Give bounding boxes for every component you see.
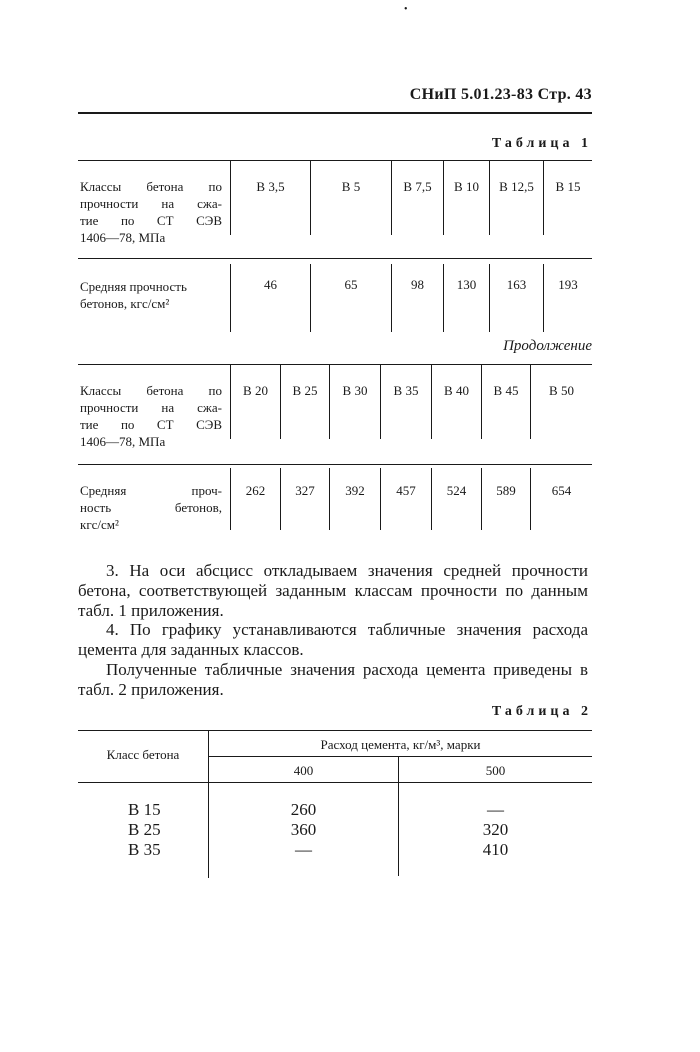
label-line: кгс/см² <box>80 517 119 532</box>
label-line: тие по СТ СЭВ <box>80 417 222 432</box>
label-line: тие по СТ СЭВ <box>80 213 222 228</box>
t1-vline <box>489 264 490 332</box>
t1-class-cell: В 3,5 <box>256 179 285 194</box>
paragraph-4: 4. По графику устанавливаются табличные значения расхода цемента для заданных классов. <box>78 620 588 659</box>
label-line: Средняя проч- <box>80 483 222 498</box>
running-header: СНиП 5.01.23-83 Стр. 43 <box>409 86 592 103</box>
table-row: В 35 <box>128 840 161 859</box>
t1-vline <box>391 160 392 235</box>
t1-vline <box>543 264 544 332</box>
t1-class-cell: В 10 <box>454 179 479 194</box>
t1b-vline <box>329 364 330 439</box>
table1-title: Таблица 1 <box>491 136 592 151</box>
t1b-class-cell: В 30 <box>342 383 368 398</box>
t1-class-cell: В 12,5 <box>499 179 534 194</box>
t1b-class-cell: В 50 <box>549 383 574 398</box>
t2-header-bottom-rule <box>78 782 592 783</box>
t1-vline <box>543 160 544 235</box>
t1-strength-cell: 46 <box>264 277 277 292</box>
t1b-strength-cell: 654 <box>551 483 572 498</box>
table-row: В 15 <box>128 800 161 819</box>
label-line: прочности на сжа- <box>80 196 222 211</box>
t2-header-group: Расход цемента, кг/м³, марки <box>320 737 481 752</box>
t2-top-rule <box>78 730 592 731</box>
t1b-vline <box>280 364 281 439</box>
table-row: В 25 <box>128 820 161 839</box>
label-line: бетонов, кгс/см² <box>80 296 170 311</box>
t2-class-column <box>128 800 161 860</box>
label-line: прочности на сжа- <box>80 400 222 415</box>
table-cell: 260 <box>290 800 317 819</box>
t1-vline <box>443 160 444 235</box>
header-rule <box>78 112 592 114</box>
t1-vline <box>391 264 392 332</box>
t1-class-cell: В 5 <box>341 179 361 194</box>
t1b-vline <box>481 468 482 530</box>
t1-vline <box>230 264 231 332</box>
t1-vline <box>489 160 490 235</box>
t1b-strength-cell: 262 <box>245 483 266 498</box>
t1-class-cell: В 15 <box>555 179 581 194</box>
t1b-vline <box>280 468 281 530</box>
t1b-class-cell: В 40 <box>444 383 469 398</box>
t1-strength-cell: 130 <box>456 277 477 292</box>
t1b-strength-cell: 327 <box>295 483 315 498</box>
t1-strength-cell: 193 <box>558 277 578 292</box>
t1b-mid-rule <box>78 464 592 465</box>
table-cell: 410 <box>482 840 509 859</box>
label-line: Классы бетона по <box>80 383 222 398</box>
label-line: 1406—78, МПа <box>80 434 166 449</box>
t1b-class-cell: В 35 <box>393 383 419 398</box>
label-line: Классы бетона по <box>80 179 222 194</box>
t1-vline <box>230 160 231 235</box>
t1-vline <box>310 264 311 332</box>
t1b-strength-cell: 524 <box>446 483 467 498</box>
stray-mark: • <box>404 4 408 15</box>
t1-vline <box>310 160 311 235</box>
t1b-top-rule <box>78 364 592 365</box>
t1-row-label-classes <box>80 178 222 246</box>
t2-500-column <box>399 800 592 860</box>
t1b-vline <box>431 364 432 439</box>
t1-strength-cell: 65 <box>344 277 358 292</box>
table1-top-rule <box>78 160 592 161</box>
t1b-vline <box>329 468 330 530</box>
t1b-row-label-strength <box>80 482 222 533</box>
t1b-strength-cell: 392 <box>345 483 365 498</box>
t2-sub-rule <box>208 756 592 757</box>
t1b-vline <box>530 468 531 530</box>
t1b-vline <box>481 364 482 439</box>
t2-header-400: 400 <box>293 763 314 778</box>
t1b-vline <box>380 468 381 530</box>
t1b-vline <box>230 468 231 530</box>
continuation-label: Продолжение <box>503 338 592 354</box>
t2-header-class: Класс бетона <box>106 747 180 762</box>
label-line: ность бетонов, <box>80 500 222 515</box>
t1b-class-cell: В 45 <box>493 383 519 398</box>
t1b-class-cell: В 25 <box>292 383 318 398</box>
table-cell: 320 <box>482 820 509 839</box>
table1-mid-rule <box>78 258 592 259</box>
t1b-strength-cell: 589 <box>496 483 516 498</box>
t1b-vline <box>230 364 231 439</box>
t1b-vline <box>431 468 432 530</box>
t2-header-500: 500 <box>485 763 506 778</box>
t1b-vline <box>530 364 531 439</box>
label-line: Средняя прочность <box>80 279 187 294</box>
table2-title: Таблица 2 <box>491 704 592 719</box>
t2-400-column <box>209 800 398 860</box>
table-cell: — <box>487 800 504 819</box>
t1b-row-label-classes <box>80 382 222 450</box>
t1-strength-cell: 98 <box>411 277 424 292</box>
t1b-class-cell: В 20 <box>243 383 268 398</box>
label-line: 1406—78, МПа <box>80 230 166 245</box>
table-cell: — <box>295 840 312 859</box>
t1b-vline <box>380 364 381 439</box>
t1-strength-cell: 163 <box>506 277 527 292</box>
t1-row-label-strength <box>80 278 230 312</box>
t1-class-cell: В 7,5 <box>403 179 432 194</box>
paragraph-result: Полученные табличные значения расхода цемента приведены в табл. 2 приложения. <box>78 660 588 699</box>
t1-vline <box>443 264 444 332</box>
t1b-strength-cell: 457 <box>396 483 416 498</box>
table-cell: 360 <box>290 820 317 839</box>
paragraph-3: 3. На оси абсцисс откладываем значения средней прочности бетона, соответствующей заданным классам прочности по данным табл. 1 приложения. <box>78 561 588 620</box>
